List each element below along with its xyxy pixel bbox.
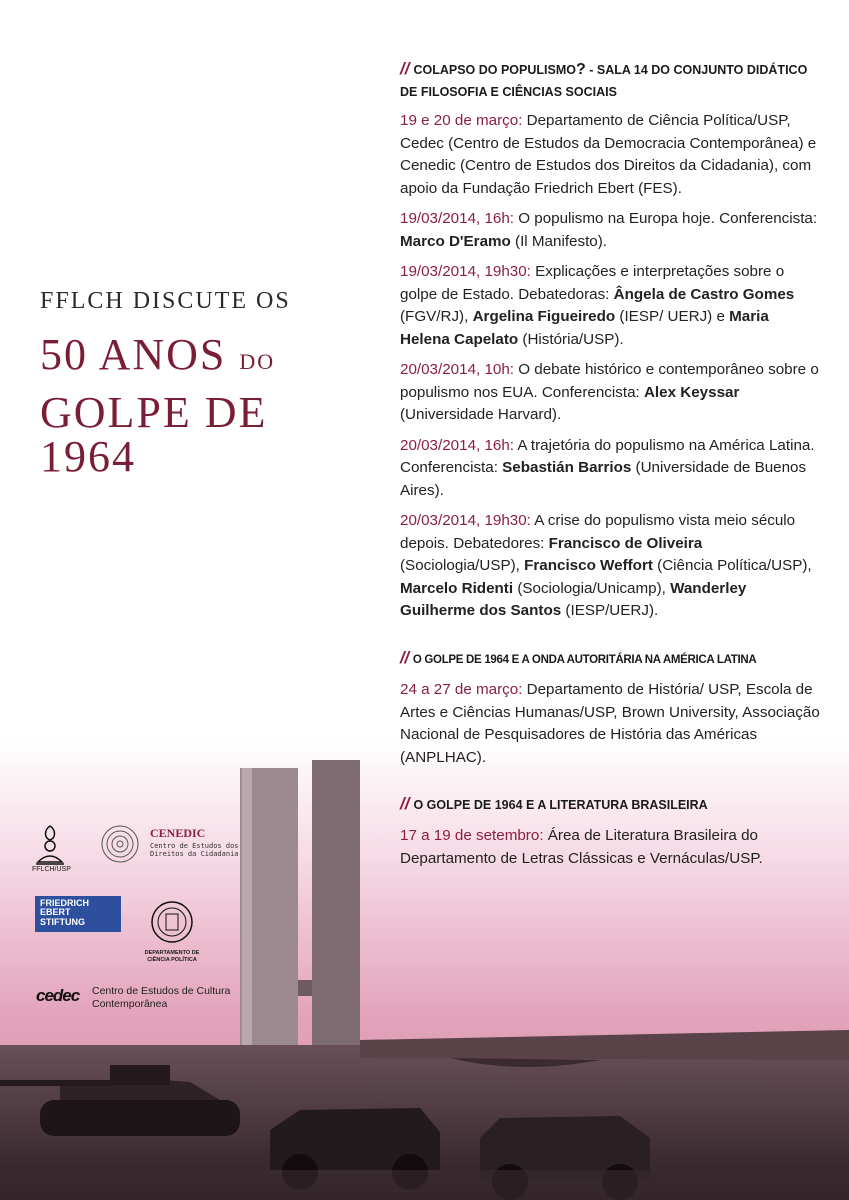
entry-text: (Universidade de Buenos Aires). bbox=[400, 459, 807, 499]
entry-text: O debate histórico e contemporâneo sobre o populismo nos EUA. Conferencista: bbox=[400, 361, 819, 401]
list-item bbox=[400, 261, 820, 351]
cenedic-subtitle: Centro de Estudos dos Direitos da Cidadania bbox=[150, 842, 239, 859]
entry-text: Departamento de História/ USP, Escola de Artes e Ciências Humanas/USP, Brown University, Associação Nacional de Pesquisadores de História das Américas (ANPLHAC). bbox=[400, 681, 820, 766]
heading-part: ? bbox=[575, 61, 586, 78]
list-item bbox=[400, 825, 820, 870]
entry-text: (IESP/UERJ). bbox=[561, 602, 659, 620]
entry-text: A crise do populismo vista meio século depois. Debatedores: bbox=[400, 512, 796, 552]
speaker-name: Maria Helena Capelato bbox=[400, 308, 769, 348]
heading-part: - SALA 14 DO CONJUNTO DIDÁTICO DE FILOSOFIA E CIÊNCIAS SOCIAIS bbox=[400, 63, 808, 99]
list-item bbox=[400, 435, 820, 503]
entry-text: (Ciência Política/USP), bbox=[652, 557, 812, 575]
fflch-caption: FFLCH/USP bbox=[32, 866, 71, 873]
entry-text: Explicações e interpretações sobre o golpe de Estado. Debatedoras: bbox=[400, 263, 785, 303]
fflch-logo bbox=[30, 822, 90, 872]
speaker-name: Francisco Weffort bbox=[524, 557, 653, 575]
heading-part: COLAPSO DO POPULISMO bbox=[413, 63, 576, 77]
entry-date: 19/03/2014, 16h: bbox=[400, 210, 515, 228]
speaker-name: Ângela de Castro Gomes bbox=[613, 285, 795, 303]
entry-date: 20/03/2014, 19h30: bbox=[400, 512, 531, 530]
title-line-3: GOLPE DE 1964 bbox=[40, 388, 268, 481]
cedec-logo bbox=[36, 984, 236, 1014]
section-colapso bbox=[400, 56, 820, 623]
list-item bbox=[400, 359, 820, 427]
entry-date: 19 e 20 de março: bbox=[400, 112, 523, 130]
list-item bbox=[400, 208, 820, 253]
speaker-name: Francisco de Oliveira bbox=[548, 534, 703, 552]
slash-marker: // bbox=[400, 647, 409, 667]
speaker-name: Alex Keyssar bbox=[643, 383, 740, 401]
dcp-caption: DEPARTAMENTO DE CIÊNCIA POLÍTICA bbox=[144, 950, 200, 963]
section-heading bbox=[400, 56, 820, 102]
title-line-2 bbox=[40, 330, 370, 379]
slash-marker: // bbox=[400, 59, 410, 78]
entry-date: 20/03/2014, 16h: bbox=[400, 436, 515, 454]
section-onda-autoritaria bbox=[400, 645, 820, 769]
heading-part: 1964 bbox=[484, 653, 509, 666]
entry-text: (Universidade Harvard). bbox=[400, 406, 562, 424]
program-column bbox=[400, 56, 820, 888]
section-heading bbox=[400, 791, 820, 817]
entry-text: (Il Manifesto). bbox=[510, 232, 608, 250]
entry-text: (FGV/RJ), bbox=[400, 308, 473, 326]
entry-text: (História/USP). bbox=[518, 330, 624, 348]
speaker-name: Argelina Figueiredo bbox=[472, 308, 616, 326]
list-item bbox=[400, 679, 820, 769]
entry-text: (IESP/ UERJ) e bbox=[615, 308, 730, 326]
heading-part: E A LITERATURA BRASILEIRA bbox=[522, 798, 708, 813]
entry-date: 19/03/2014, 19h30: bbox=[400, 263, 531, 281]
entry-text: (Sociologia/USP), bbox=[400, 557, 525, 575]
list-item bbox=[400, 110, 820, 200]
departamento-ciencia-politica-logo bbox=[142, 898, 202, 968]
entry-text: Área de Literatura Brasileira do Departamento de Letras Clássicas e Vernáculas/USP. bbox=[400, 827, 763, 867]
cedec-wordmark: cedec bbox=[36, 986, 80, 1005]
entry-date: 24 a 27 de março: bbox=[400, 681, 523, 699]
entry-date: 17 a 19 de setembro: bbox=[400, 827, 544, 845]
section-literatura bbox=[400, 791, 820, 870]
cenedic-name: CENEDIC bbox=[150, 826, 206, 840]
usp-seal-icon bbox=[142, 898, 202, 950]
entry-text: (Sociologia/Unicamp), bbox=[513, 579, 671, 597]
friedrich-ebert-stiftung-logo bbox=[35, 896, 121, 932]
fes-text: FRIEDRICH EBERT STIFTUNG bbox=[40, 898, 89, 927]
cedec-text: Centro de Estudos de Cultura Contemporânea bbox=[92, 985, 231, 1010]
entry-date: 20/03/2014, 10h: bbox=[400, 361, 515, 379]
speaker-name: Wanderley Guilherme dos Santos bbox=[400, 579, 747, 620]
speaker-name: Marco D'Eramo bbox=[400, 232, 511, 250]
entry-text: O populismo na Europa hoje. Conferencista: bbox=[514, 210, 818, 228]
entry-text: A trajetória do populismo na América Latina. Conferencista: bbox=[400, 436, 815, 477]
heading-part: O GOLPE DE bbox=[413, 798, 495, 813]
speaker-name: Marcelo Ridenti bbox=[400, 579, 514, 597]
section-heading bbox=[400, 645, 820, 671]
title-fifty-years: 50 ANOS bbox=[40, 330, 227, 379]
entry-text: Departamento de Ciência Política/USP, Cedec (Centro de Estudos da Democracia Contemporânea) e Cenedic (Centro de Estudos dos Direitos da Cidadania), com apoio da Fundação Friedrich Ebert (FES). bbox=[400, 112, 817, 197]
heading-part: E A ONDA AUTORITÁRIA NA AMÉRICA LATINA bbox=[508, 653, 757, 666]
slash-marker: // bbox=[400, 794, 410, 814]
heading-part: O GOLPE DE bbox=[412, 653, 485, 666]
cenedic-logo bbox=[100, 824, 240, 864]
fflch-emblem-icon bbox=[30, 822, 70, 866]
speaker-name: Sebastián Barrios bbox=[502, 459, 632, 477]
title-do: DO bbox=[239, 349, 276, 374]
title-line-1: FFLCH DISCUTE OS bbox=[40, 288, 291, 314]
cenedic-spiral-icon bbox=[100, 824, 144, 864]
list-item bbox=[400, 510, 820, 623]
event-title bbox=[40, 288, 370, 479]
heading-part: 1964 bbox=[494, 798, 523, 813]
